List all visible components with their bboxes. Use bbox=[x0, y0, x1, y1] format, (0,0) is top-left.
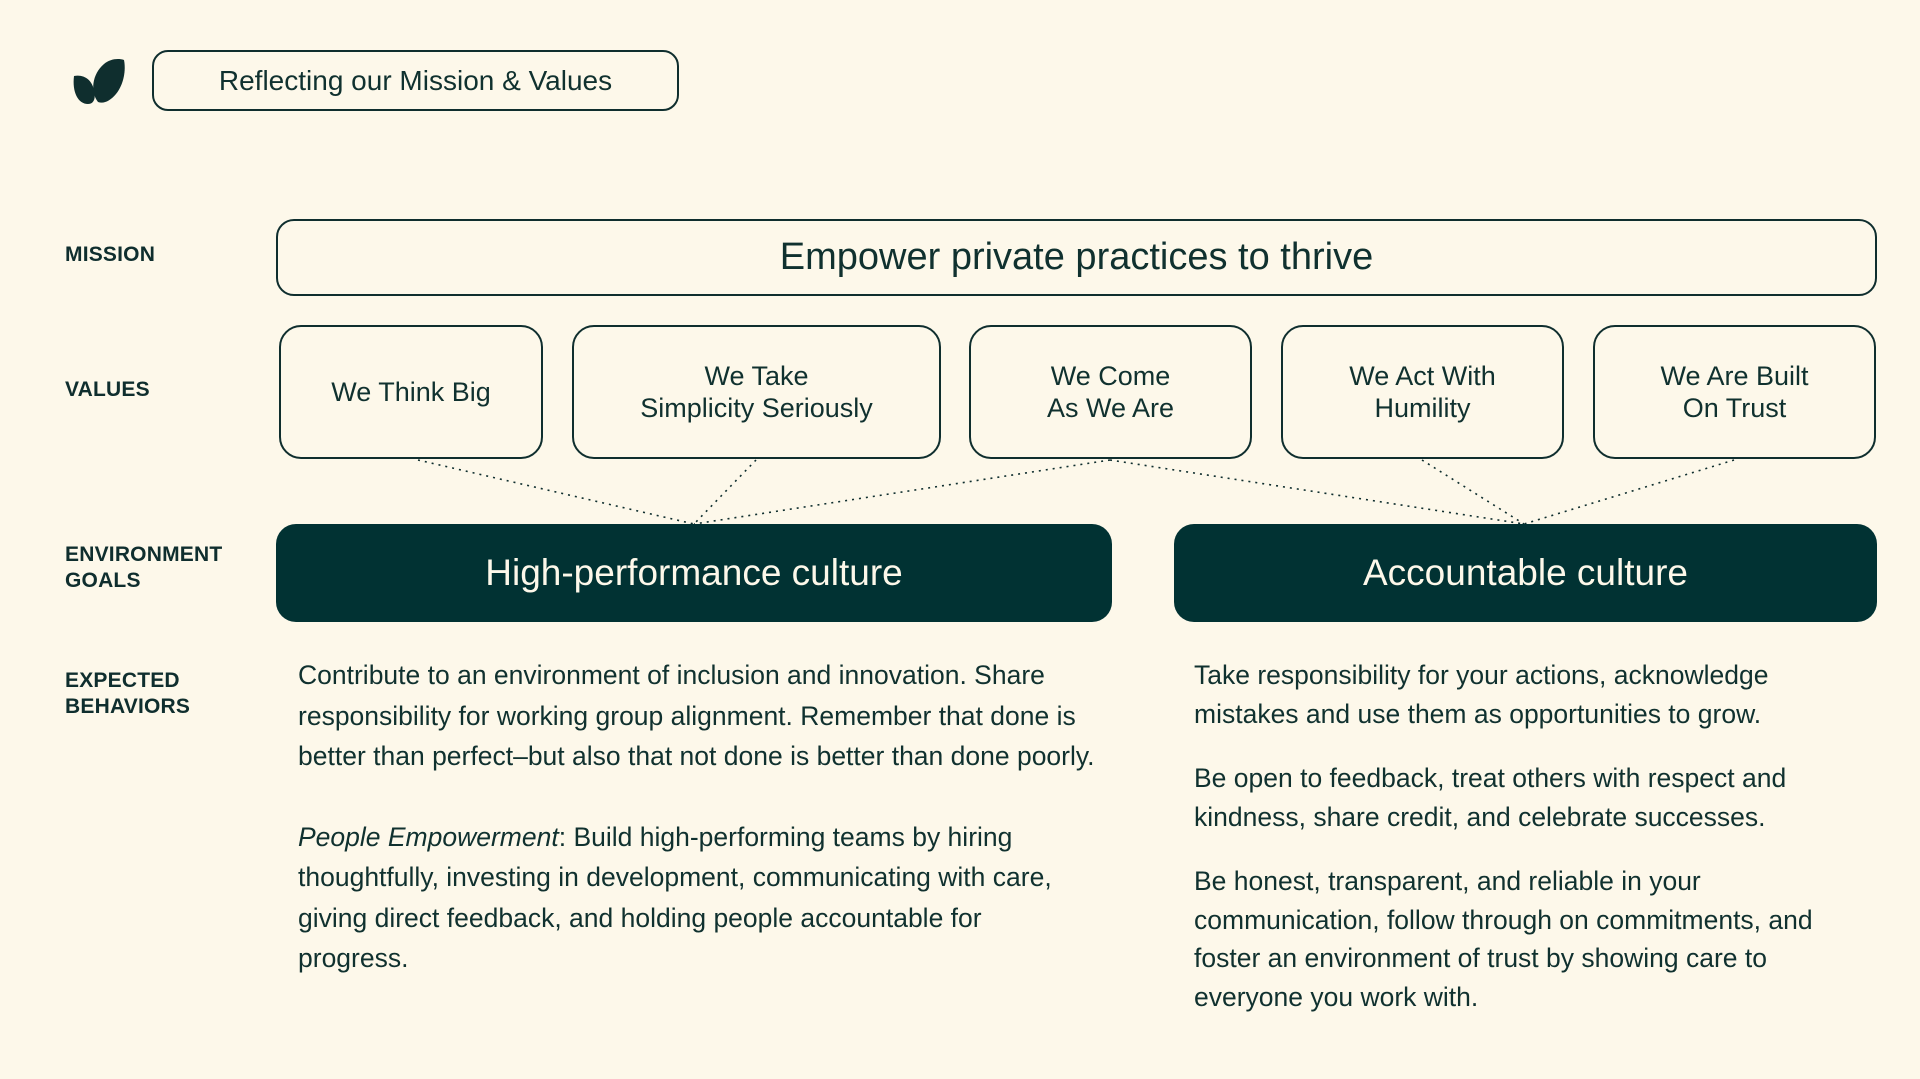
behaviors-high-performance bbox=[298, 655, 1098, 979]
label-expected-behaviors: EXPECTED BEHAVIORS bbox=[65, 669, 191, 718]
behavior-paragraph: Take responsibility for your actions, acknowledge mistakes and use them as opportunities to grow. bbox=[1194, 660, 1769, 729]
page-title: Reflecting our Mission & Values bbox=[152, 50, 679, 111]
label-values: VALUES bbox=[65, 378, 150, 401]
value-come-as-we-are: We Come As We Are bbox=[969, 325, 1252, 459]
value-humility: We Act With Humility bbox=[1281, 325, 1564, 459]
value-think-big: We Think Big bbox=[279, 325, 543, 459]
goal-accountable: Accountable culture bbox=[1174, 524, 1877, 622]
goal-high-performance: High-performance culture bbox=[276, 524, 1112, 622]
label-mission: MISSION bbox=[65, 243, 156, 266]
leaf-logo-icon bbox=[70, 56, 126, 106]
behaviors-accountable bbox=[1194, 656, 1864, 1016]
value-simplicity: We Take Simplicity Seriously bbox=[572, 325, 941, 459]
behavior-paragraph: Contribute to an environment of inclusion and innovation. Share responsibility for working group alignment. Remember that done is better than perfect–but also that not done is better than done poorly. bbox=[298, 660, 1095, 771]
value-trust: We Are Built On Trust bbox=[1593, 325, 1876, 459]
people-empowerment-text: : Build high-performing teams by hiring thoughtfully, investing in development, communicating with care, giving direct feedback, and holding people accountable for progress. bbox=[298, 821, 1052, 973]
behavior-paragraph: Be honest, transparent, and reliable in your communication, follow through on commitments, and foster an environment of trust by showing care to everyone you work with. bbox=[1194, 866, 1813, 1012]
people-empowerment-label: People Empowerment bbox=[298, 821, 559, 852]
mission-statement: Empower private practices to thrive bbox=[276, 219, 1877, 296]
behavior-paragraph: Be open to feedback, treat others with respect and kindness, share credit, and celebrate successes. bbox=[1194, 763, 1787, 832]
behavior-paragraph-people-empowerment bbox=[298, 817, 1098, 979]
label-environment-goals: ENVIRONMENT GOALS bbox=[65, 543, 223, 592]
